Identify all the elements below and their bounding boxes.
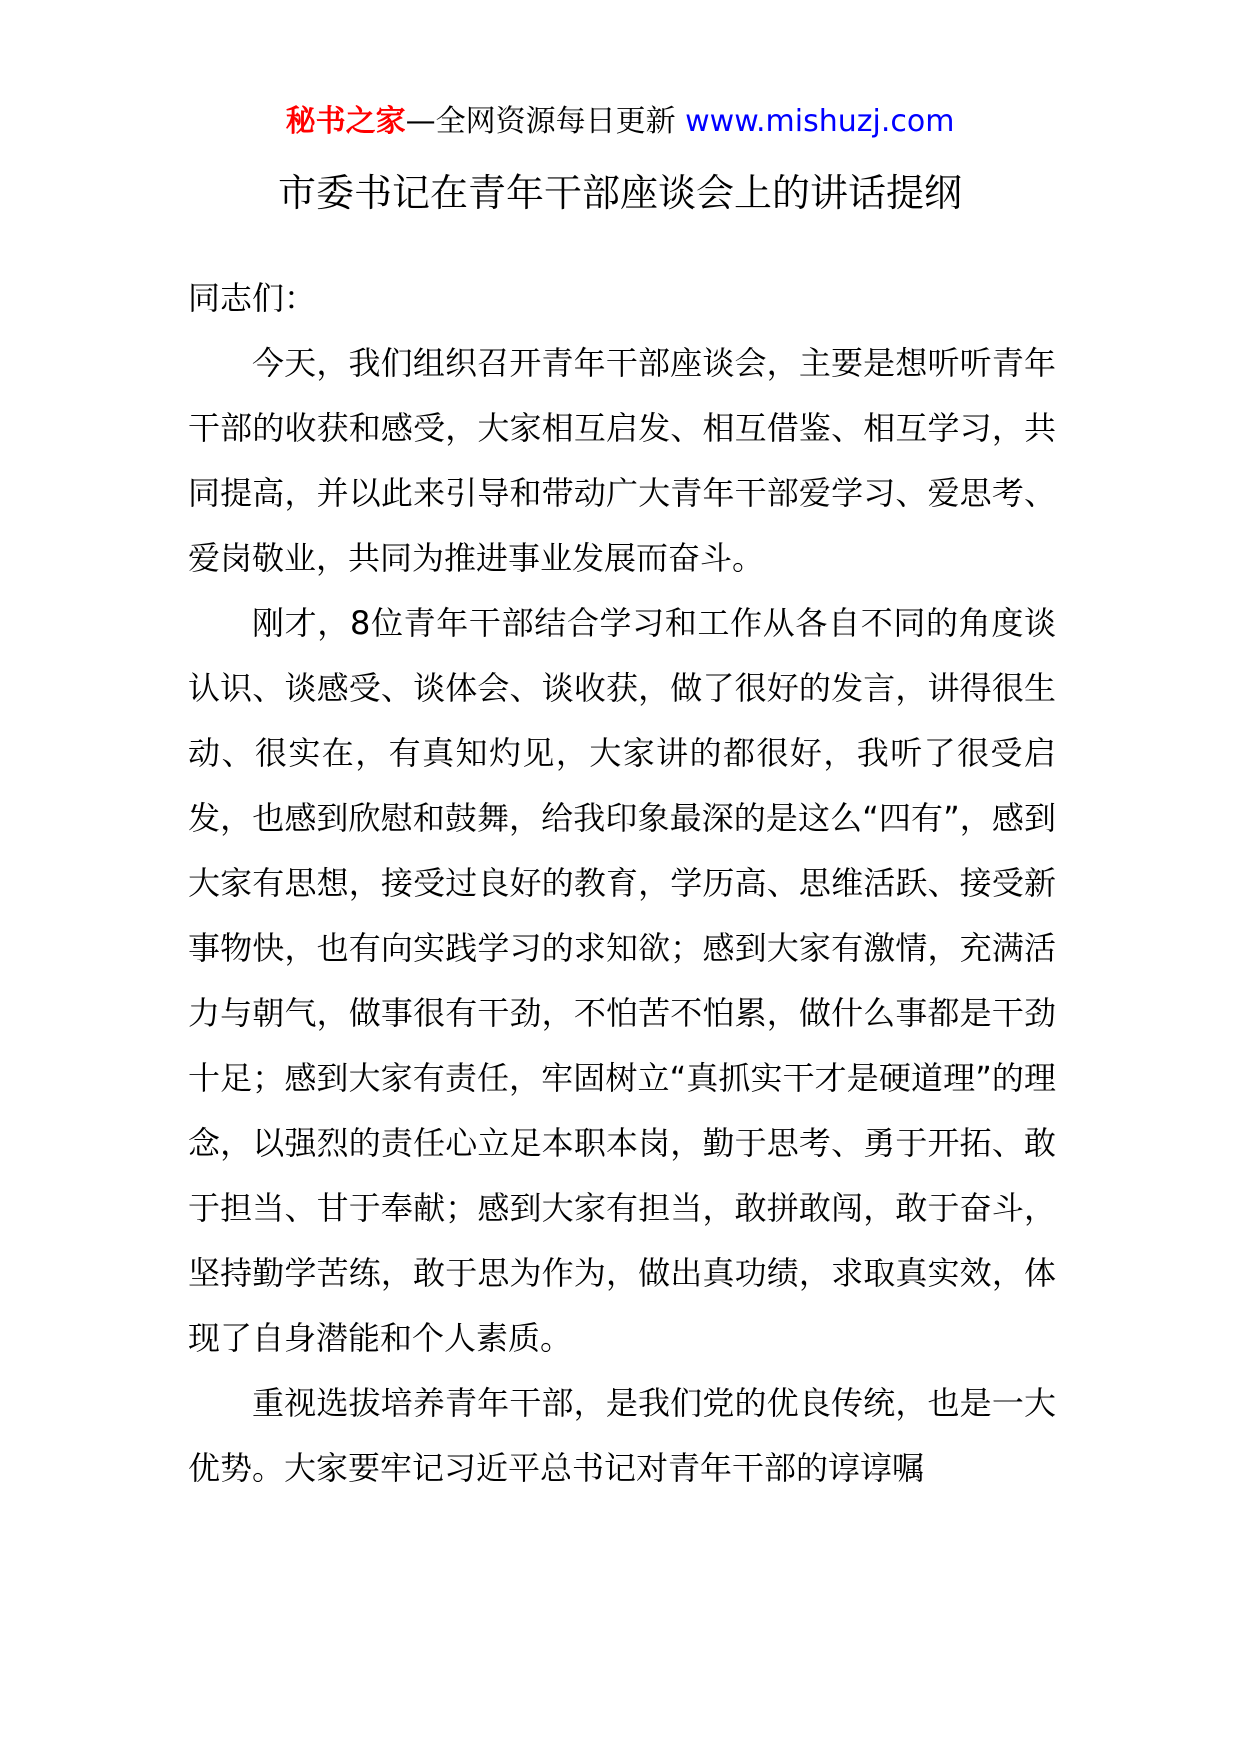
paragraph-2: 刚才，8位青年干部结合学习和工作从各自不同的角度谈认识、谈感受、谈体会、谈收获，做了很好的发言，讲得很生动、很实在，有真知灼见，大家讲的都很好，我听了很受启发，也感到欣慰和鼓舞，给我印象最深的是这么“四有”，感到大家有思想，接受过良好的教育，学历高、思维活跃、接受新事物快，也有向实践学习的求知欲；感到大家有激情，充满活力与朝气，做事很有干劲，不怕苦不怕累，做什么事都是干劲十足；感到大家有责任，牢固树立“真抓实干才是硬道理”的理念，以强烈的责任心立足本职本岗，勤于思考、勇于开拓、敢于担当、甘于奉献；感到大家有担当，敢拼敢闯，敢于奋斗，坚持勤学苦练，敢于思为作为，做出真功绩，求取真实效，体现了自身潜能和个人素质。 bbox=[188, 604, 1056, 1357]
document-title: 市委书记在青年干部座谈会上的讲话提纲 bbox=[277, 171, 962, 215]
salutation: 同志们： bbox=[188, 279, 317, 317]
paragraph-1: 今天，我们组织召开青年干部座谈会，主要是想听听青年干部的收获和感受，大家相互启发、相互借鉴、相互学习，共同提高，并以此来引导和带动广大青年干部爱学习、爱思考、爱岗敬业，共同为推进事业发展而奋斗。 bbox=[188, 344, 1056, 577]
site-url-link[interactable]: www.mishuzj.com bbox=[685, 104, 955, 139]
document-body bbox=[188, 266, 1056, 1501]
header-slogan: —全网资源每日更新 bbox=[405, 104, 686, 139]
paragraph-3: 重视选拔培养青年干部，是我们党的优良传统，也是一大优势。大家要牢记习近平总书记对青年干部的谆谆嘱 bbox=[188, 1384, 1056, 1487]
brand-name: 秘书之家 bbox=[285, 104, 406, 139]
site-header bbox=[0, 102, 1240, 142]
